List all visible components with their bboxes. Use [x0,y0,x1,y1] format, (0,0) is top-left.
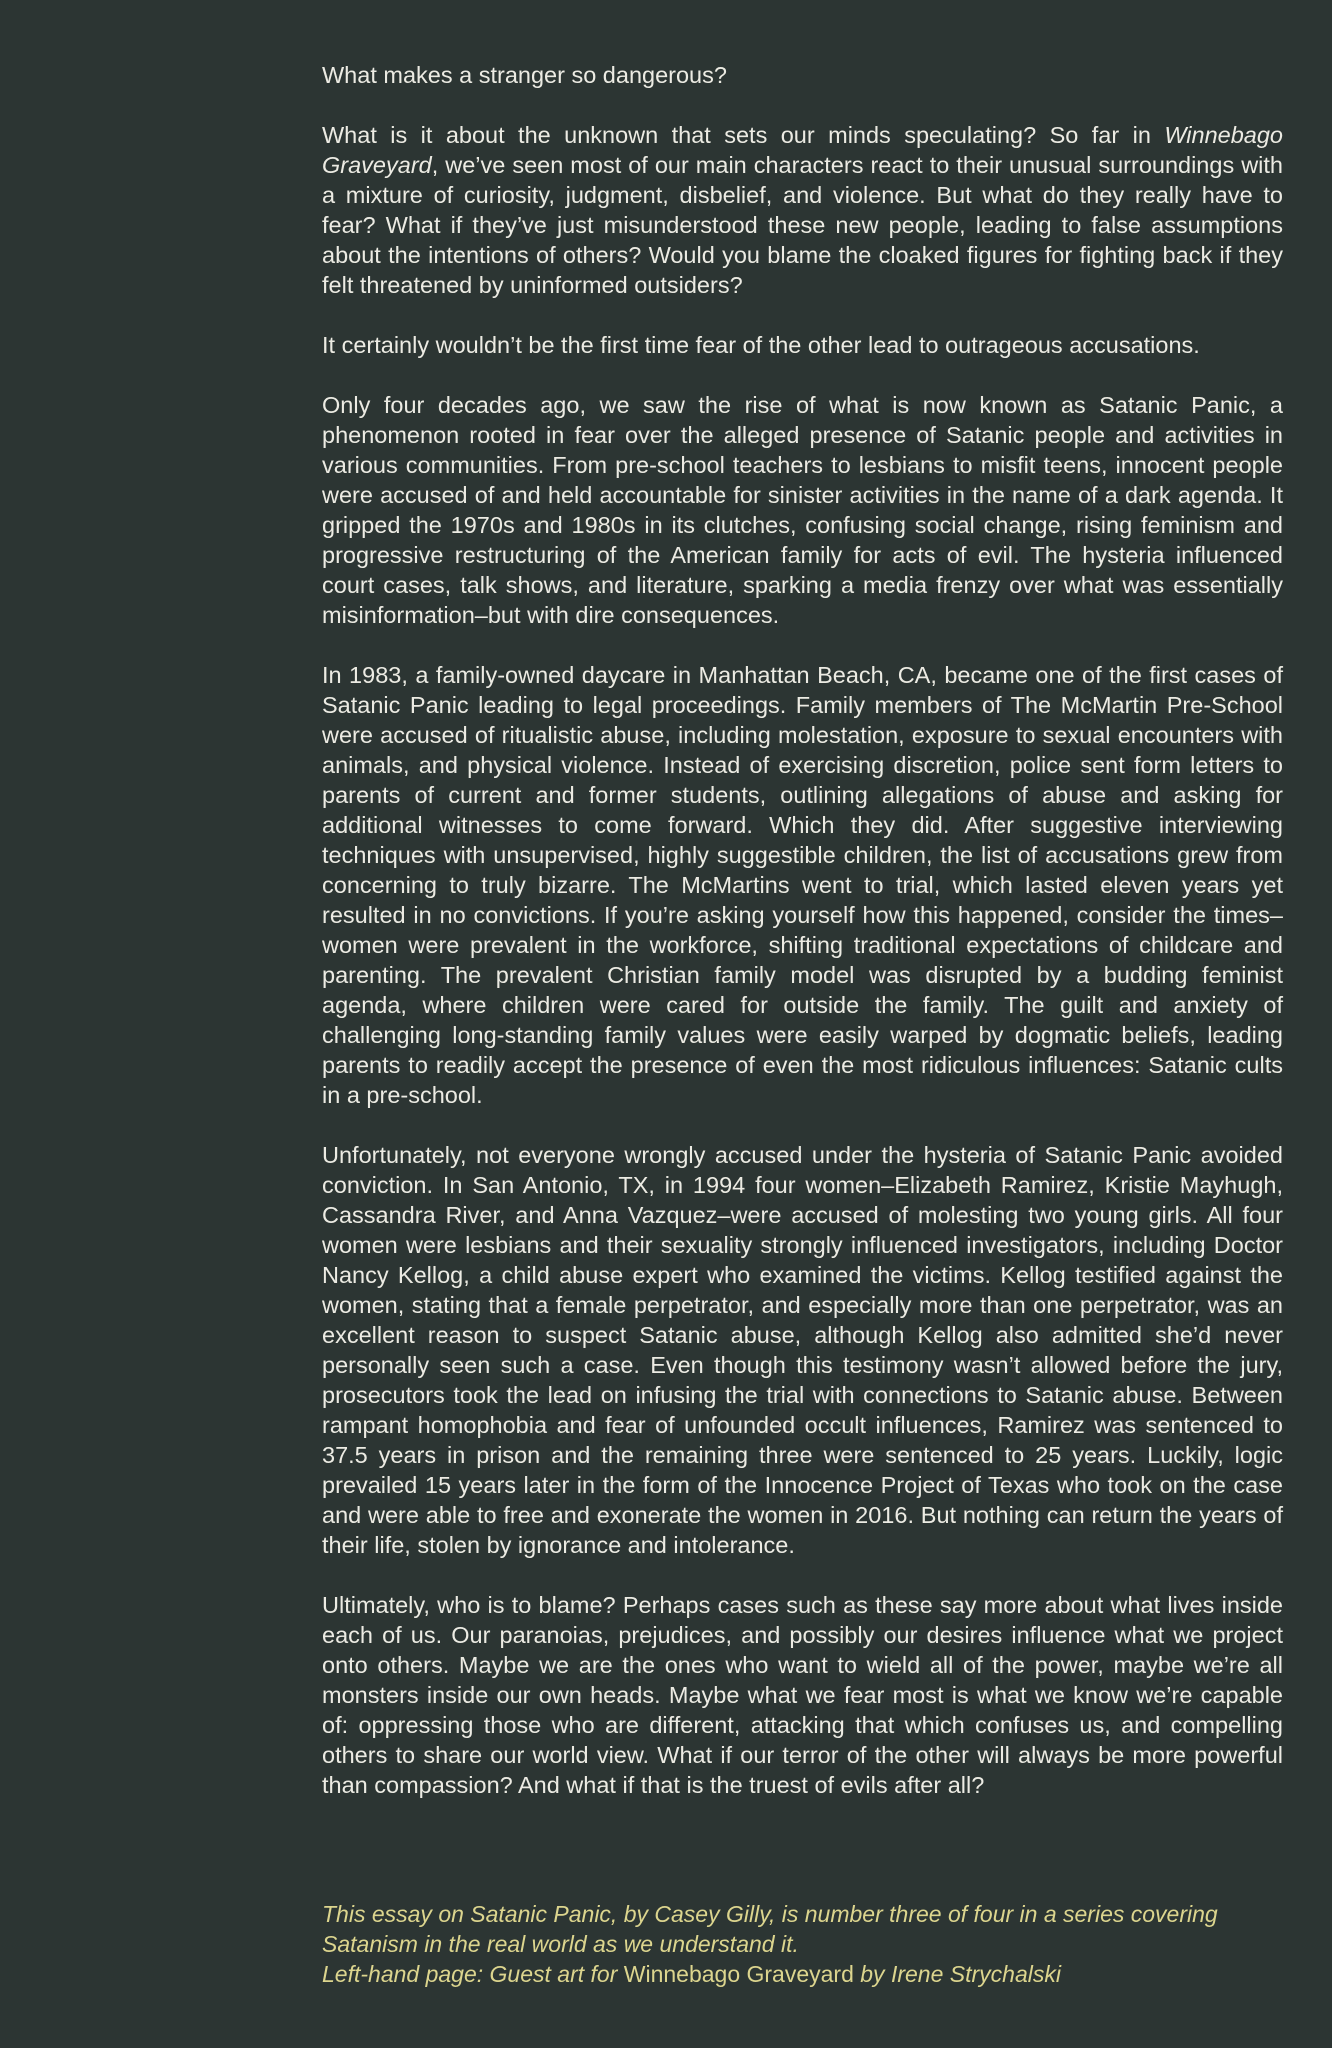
art-credit [322,1959,1283,1989]
paragraph-1-lead: What is it about the unknown that sets our minds speculating? So far in [322,122,1165,148]
essay-footer [322,1899,1283,1989]
art-credit-prefix: Left-hand page: Guest art for [322,1961,624,1987]
series-note-text: This essay on Satanic Panic, by Casey Gilly, is number three of four in a series covering Satanism in the real world as we understand it. [322,1901,1218,1957]
essay-paragraph-2: It certainly wouldn’t be the first time fear of the other lead to outrageous accusations. [322,332,1200,358]
art-credit-suffix: by Irene Strychalski [853,1961,1061,1987]
essay-paragraph-1 [322,120,1283,300]
essay-paragraph-4: In 1983, a family-owned daycare in Manhattan Beach, CA, became one of the first cases of Satanic Panic leading to legal proceedings. Family members of The McMartin Pre-School were accused of ritualistic abuse, including molestation, exposure to sexual encounters with animals, and physical violence. Instead of exercising discretion, police sent form letters to parents of current and former students, outlining allegations of abuse and asking for additional witnesses to come forward. Which they did. After suggestive interviewing techniques with unsupervised, highly suggestible children, the list of accusations grew from concerning to truly bizarre. The McMartins went to trial, which lasted eleven years yet resulted in no convictions. If you’re asking yourself how this happened, consider the times–women were prevalent in the workforce, shifting traditional expectations of childcare and parenting. The prevalent Christian family model was disrupted by a budding feminist agenda, where children were cared for outside the family. The guilt and anxiety of challenging long-standing family values were easily warped by dogmatic beliefs, leading parents to readily accept the presence of even the most ridiculous influences: Satanic cults in a pre-school. [322,662,1283,1108]
comic-title: Winnebago Graveyard [322,122,1283,178]
essay-paragraph-6: Ultimately, who is to blame? Perhaps cases such as these say more about what lives inside each of us. Our paranoias, prejudices, and possibly our desires influence what we project onto others. Maybe we are the ones who want to wield all of the power, maybe we’re all monsters inside our own heads. Maybe what we fear most is what we know we’re capable of: oppressing those who are different, attacking that which confuses us, and compelling others to share our world view. What if our terror of the other will always be more powerful than compassion? And what if that is the truest of evils after all? [322,1592,1283,1798]
series-note [322,1899,1283,1959]
essay-column [322,60,1283,1830]
essay-paragraph-5: Unfortunately, not everyone wrongly accused under the hysteria of Satanic Panic avoided conviction. In San Antonio, TX, in 1994 four women–Elizabeth Ramirez, Kristie Mayhugh, Cassandra River, and Anna Vazquez–were accused of molesting two young girls. All four women were lesbians and their sexuality strongly influenced investigators, including Doctor Nancy Kellog, a child abuse expert who examined the victims. Kellog testified against the women, stating that a female perpetrator, and especially more than one perpetrator, was an excellent reason to suspect Satanic abuse, although Kellog also admitted she’d never personally seen such a case. Even though this testimony wasn’t allowed before the jury, prosecutors took the lead on infusing the trial with connections to Satanic abuse. Between rampant homophobia and fear of unfounded occult influences, Ramirez was sentenced to 37.5 years in prison and the remaining three were sentenced to 25 years. Luckily, logic prevailed 15 years later in the form of the Innocence Project of Texas who took on the case and were able to free and exonerate the women in 2016. But nothing can return the years of their life, stolen by ignorance and intolerance. [322,1142,1283,1558]
essay-heading: What makes a stranger so dangerous? [322,62,727,88]
art-credit-title: Winnebago Graveyard [623,1961,854,1987]
paragraph-1-rest: , we’ve seen most of our main characters react to their unusual surroundings with a mixture of curiosity, judgment, disbelief, and violence. But what do they really have to fear? What if they’ve just misunderstood these new people, leading to false assumptions about the intentions of others? Would you blame the cloaked figures for fighting back if they felt threatened by uninformed outsiders? [322,152,1283,298]
essay-paragraph-3: Only four decades ago, we saw the rise of what is now known as Satanic Panic, a phenomenon rooted in fear over the alleged presence of Satanic people and activities in various communities. From pre-school teachers to lesbians to misfit teens, innocent people were accused of and held accountable for sinister activities in the name of a dark agenda. It gripped the 1970s and 1980s in its clutches, confusing social change, rising feminism and progressive restructuring of the American family for acts of evil. The hysteria influenced court cases, talk shows, and literature, sparking a media frenzy over what was essentially misinformation–but with dire consequences. [322,392,1283,628]
